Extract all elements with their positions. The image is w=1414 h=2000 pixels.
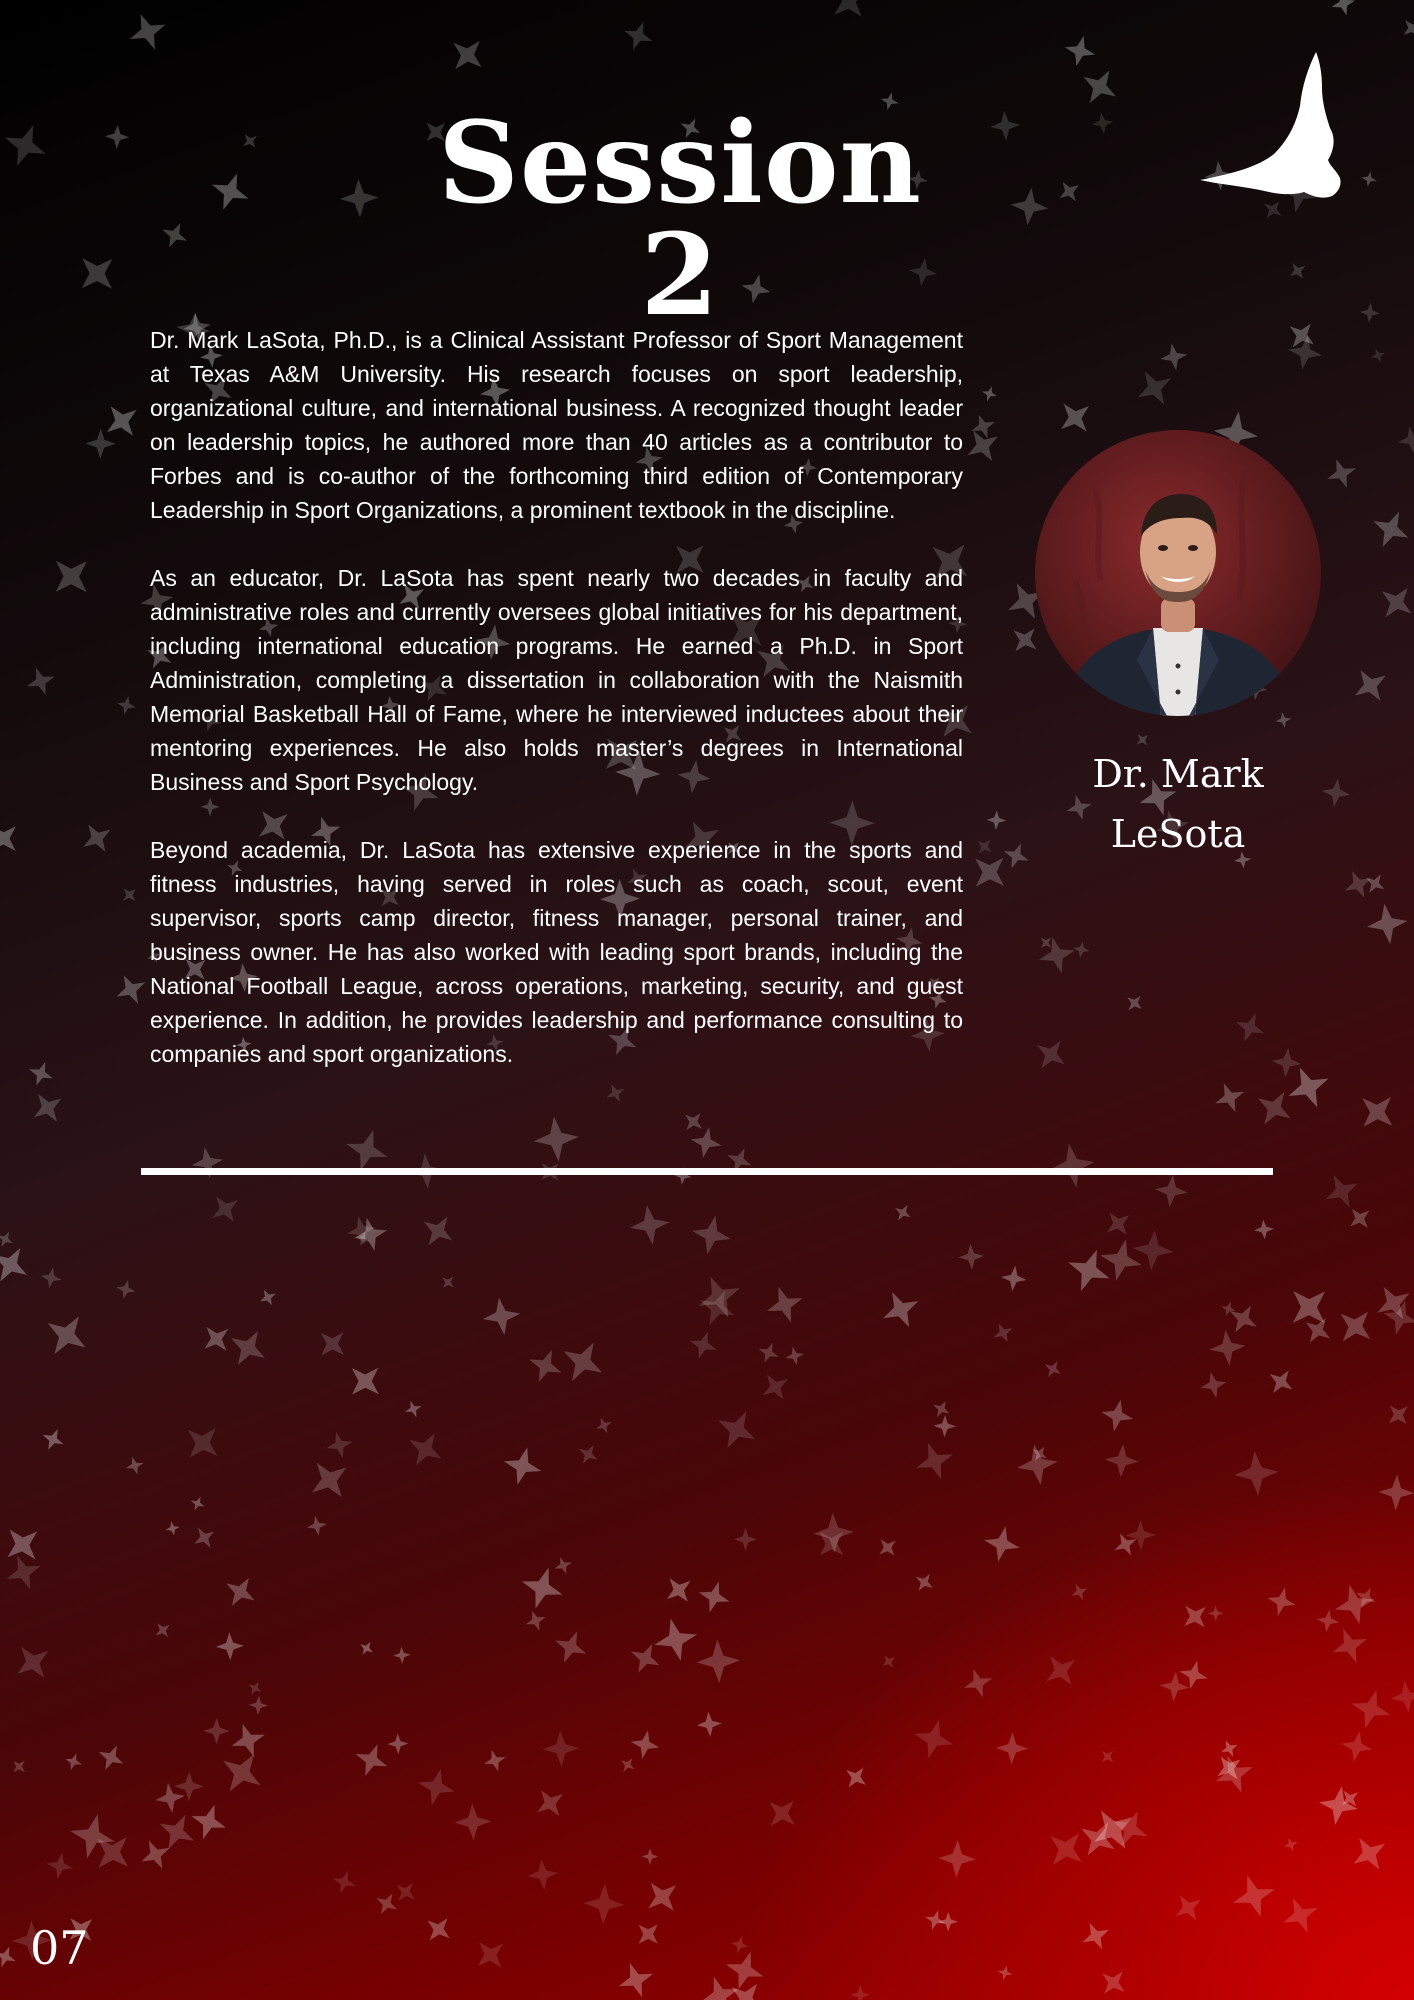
speaker-portrait: [1035, 430, 1321, 716]
page-number: 07: [30, 1921, 89, 1975]
speaker-name-line: Dr. Mark: [1092, 752, 1264, 796]
bio-paragraph: As an educator, Dr. LaSota has spent nearly two decades in faculty and administrative roles and currently oversees global initiatives for his department, including international education programs. He earned a Ph.D. in Sport Administration, completing a dissertation in collaboration with the Naismith Memorial Basketball Hall of Fame, where he interviewed inductees about their mentoring experiences. He also holds master’s degrees in International Business and Sport Psychology.: [150, 565, 963, 795]
bird-silhouette-icon: [1196, 50, 1344, 200]
page-title: Session 2: [438, 98, 922, 341]
section-divider: [141, 1168, 1273, 1175]
speaker-name-line: LeSota: [1110, 812, 1246, 856]
speaker-bio: [150, 323, 963, 1105]
bio-paragraph: Dr. Mark LaSota, Ph.D., is a Clinical Assistant Professor of Sport Management at Texas A&M University. His research focuses on sport leadership, organizational culture, and international business. A recognized thought leader on leadership topics, he authored more than 40 articles as a contributor to Forbes and is co-author of the forthcoming third edition of Contemporary Leadership in Sport Organizations, a prominent textbook in the discipline.: [150, 327, 963, 523]
speaker-name: [1010, 744, 1346, 864]
bio-paragraph: Beyond academia, Dr. LaSota has extensive experience in the sports and fitness industries, having served in roles such as coach, scout, event supervisor, sports camp director, fitness manager, personal trainer, and business owner. He has also worked with leading sport brands, including the National Football League, across operations, marketing, security, and guest experience. In addition, he provides leadership and performance consulting to companies and sport organizations.: [150, 837, 963, 1067]
